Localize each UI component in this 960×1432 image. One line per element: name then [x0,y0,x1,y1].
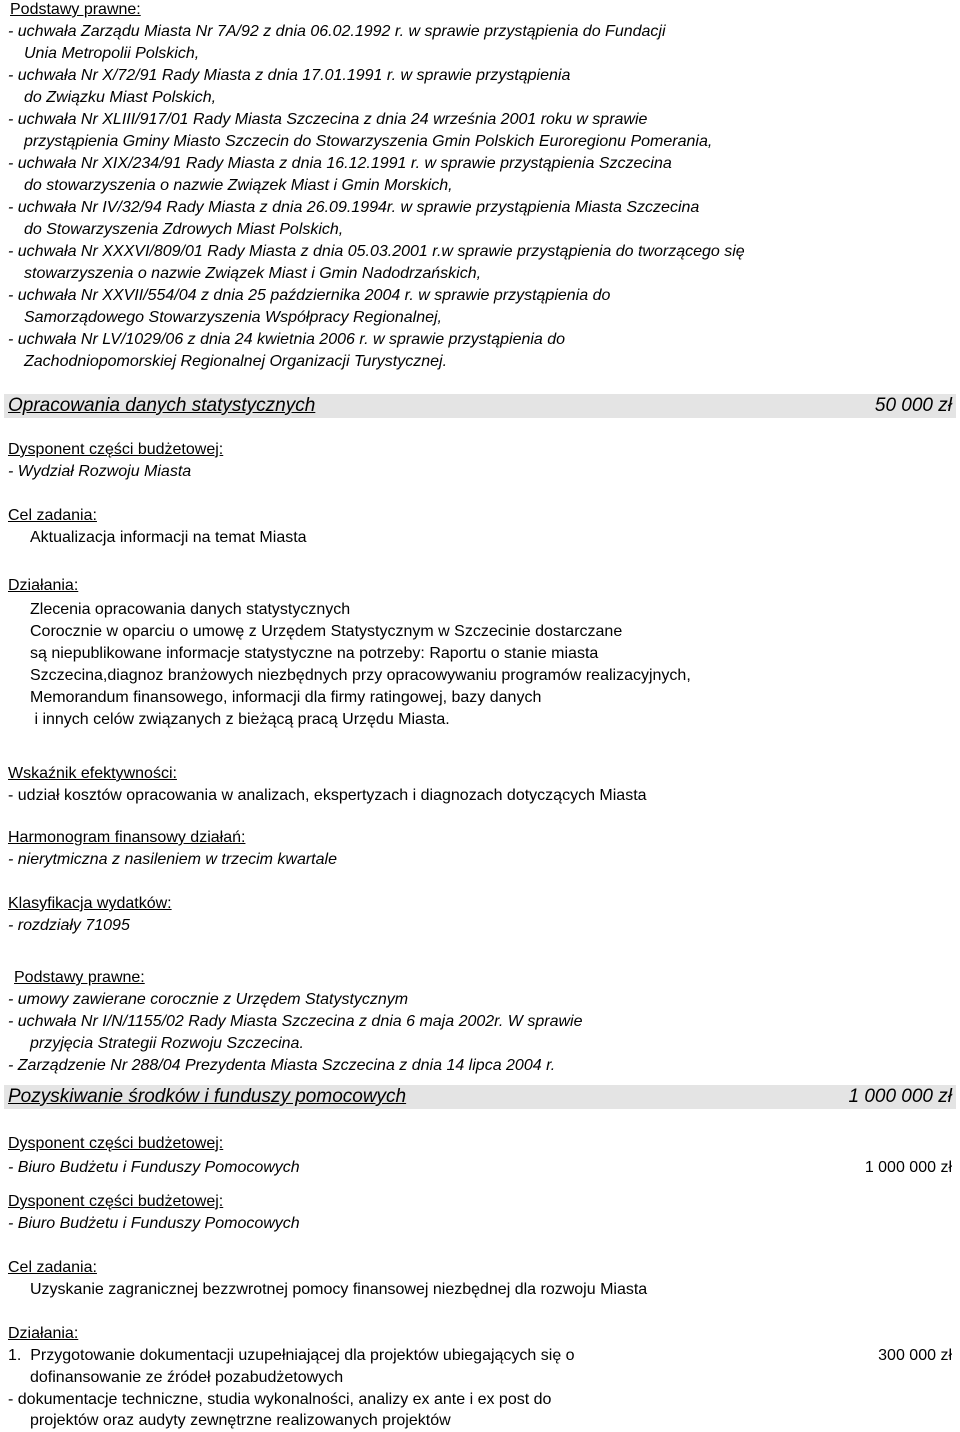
cel-value: Uzyskanie zagranicznej bezzwrotnej pomocy finansowej niezbędnej dla rozwoju Miasta [30,1281,648,1298]
legal-basis-line: - uchwała Nr XIX/234/91 Rady Miasta z dnia 16.12.1991 r. w sprawie przystąpienia Szczecina [8,155,672,172]
legal-basis-line: - uchwała Nr XXVII/554/04 z dnia 25 października 2004 r. w sprawie przystąpienia do [8,287,611,304]
dzialania-line: i innych celów związanych z bieżącą pracą Urzędu Miasta. [30,711,450,728]
dysponent-amount: 1 000 000 zł [864,1159,952,1176]
klasyfikacja-label: Klasyfikacja wydatków: [8,895,172,912]
section-header-funds [4,1085,956,1109]
harmonogram-label: Harmonogram finansowy działań: [8,829,246,846]
podstawy-line: - Zarządzenie Nr 288/04 Prezydenta Miasta Szczecina z dnia 14 lipca 2004 r. [8,1057,556,1074]
dzialania-line: Corocznie w oparciu o umowę z Urzędem Statystycznym w Szczecinie dostarczane [30,623,623,640]
dzialania-item-line: projektów oraz audyty zewnętrzne realizowanych projektów [30,1412,451,1429]
section-title: Opracowania danych statystycznych [8,395,316,416]
legal-basis-line: Unia Metropolii Polskich, [24,45,200,62]
legal-basis-line: - uchwała Nr X/72/91 Rady Miasta z dnia 17.01.1991 r. w sprawie przystąpienia [8,67,571,84]
klasyfikacja-value: - rozdziały 71095 [8,917,130,934]
section-header-statistics [4,394,956,418]
section-amount: 50 000 zł [874,395,952,416]
dzialania-item-line: - dokumentacje techniczne, studia wykonalności, analizy ex ante i ex post do [8,1391,552,1408]
cel-label: Cel zadania: [8,1259,97,1276]
legal-basis-heading: Podstawy prawne: [10,1,141,18]
legal-basis-line: Samorządowego Stowarzyszenia Współpracy Regionalnej, [24,309,442,326]
harmonogram-value: - nierytmiczna z nasileniem w trzecim kwartale [8,851,337,868]
wskaznik-label: Wskaźnik efektywności: [8,765,177,782]
dysponent-label: Dysponent części budżetowej: [8,1135,224,1152]
legal-basis-line: - uchwała Nr XXXVI/809/01 Rady Miasta z dnia 05.03.2001 r.w sprawie przystąpienia do tworzącego się [8,243,745,260]
dzialania-item-1: 1. Przygotowanie dokumentacji uzupełniającej dla projektów ubiegających się o [8,1347,575,1364]
dysponent-label: Dysponent części budżetowej: [8,1193,224,1210]
dysponent-value: - Biuro Budżetu i Funduszy Pomocowych [8,1159,300,1176]
legal-basis-line: przystąpienia Gminy Miasto Szczecin do Stowarzyszenia Gmin Polskich Euroregionu Pomerania, [24,133,713,150]
dzialania-item-amount: 300 000 zł [878,1347,952,1364]
dzialania-line: Szczecina,diagnoz branżowych niezbędnych przy opracowywaniu programów realizacyjnych, [30,667,691,684]
podstawy-line: - umowy zawierane corocznie z Urzędem Statystycznym [8,991,409,1008]
legal-basis-line: do Stowarzyszenia Zdrowych Miast Polskich, [24,221,344,238]
section-title: Pozyskiwanie środków i funduszy pomocowych [8,1086,407,1107]
legal-basis-line: do Związku Miast Polskich, [24,89,217,106]
legal-basis-line: - uchwała Zarządu Miasta Nr 7A/92 z dnia 06.02.1992 r. w sprawie przystąpienia do Fundacji [8,23,666,40]
dzialania-label: Działania: [8,1325,79,1342]
dzialania-line: są niepublikowane informacje statystyczne na potrzeby: Raportu o stanie miasta [30,645,599,662]
legal-basis-line: Zachodniopomorskiej Regionalnej Organizacji Turystycznej. [24,353,448,370]
dysponent-label: Dysponent części budżetowej: [8,441,224,458]
podstawy-line: przyjęcia Strategii Rozwoju Szczecina. [30,1035,304,1052]
dzialania-line: Memorandum finansowego, informacji dla firmy ratingowej, bazy danych [30,689,542,706]
legal-basis-line: - uchwała Nr XLIII/917/01 Rady Miasta Szczecina z dnia 24 września 2001 roku w sprawie [8,111,648,128]
podstawy-label: Podstawy prawne: [14,969,145,986]
legal-basis-line: do stowarzyszenia o nazwie Związek Miast i Gmin Morskich, [24,177,453,194]
dysponent-value: - Biuro Budżetu i Funduszy Pomocowych [8,1215,300,1232]
cel-value: Aktualizacja informacji na temat Miasta [30,529,307,546]
podstawy-line: - uchwała Nr I/N/1155/02 Rady Miasta Szczecina z dnia 6 maja 2002r. W sprawie [8,1013,583,1030]
wskaznik-value: - udział kosztów opracowania w analizach, ekspertyzach i diagnozach dotyczących Miasta [8,787,647,804]
legal-basis-line: - uchwała Nr IV/32/94 Rady Miasta z dnia 26.09.1994r. w sprawie przystąpienia Miasta Szczecina [8,199,700,216]
dzialania-label: Działania: [8,577,79,594]
section-amount: 1 000 000 zł [848,1086,952,1107]
legal-basis-line: stowarzyszenia o nazwie Związek Miast i Gmin Nadodrzańskich, [24,265,482,282]
dzialania-line: Zlecenia opracowania danych statystycznych [30,601,351,618]
cel-label: Cel zadania: [8,507,97,524]
legal-basis-line: - uchwała Nr LV/1029/06 z dnia 24 kwietnia 2006 r. w sprawie przystąpienia do [8,331,566,348]
dzialania-item-line: dofinansowanie ze źródeł pozabudżetowych [30,1369,344,1386]
dysponent-value: - Wydział Rozwoju Miasta [8,463,192,480]
